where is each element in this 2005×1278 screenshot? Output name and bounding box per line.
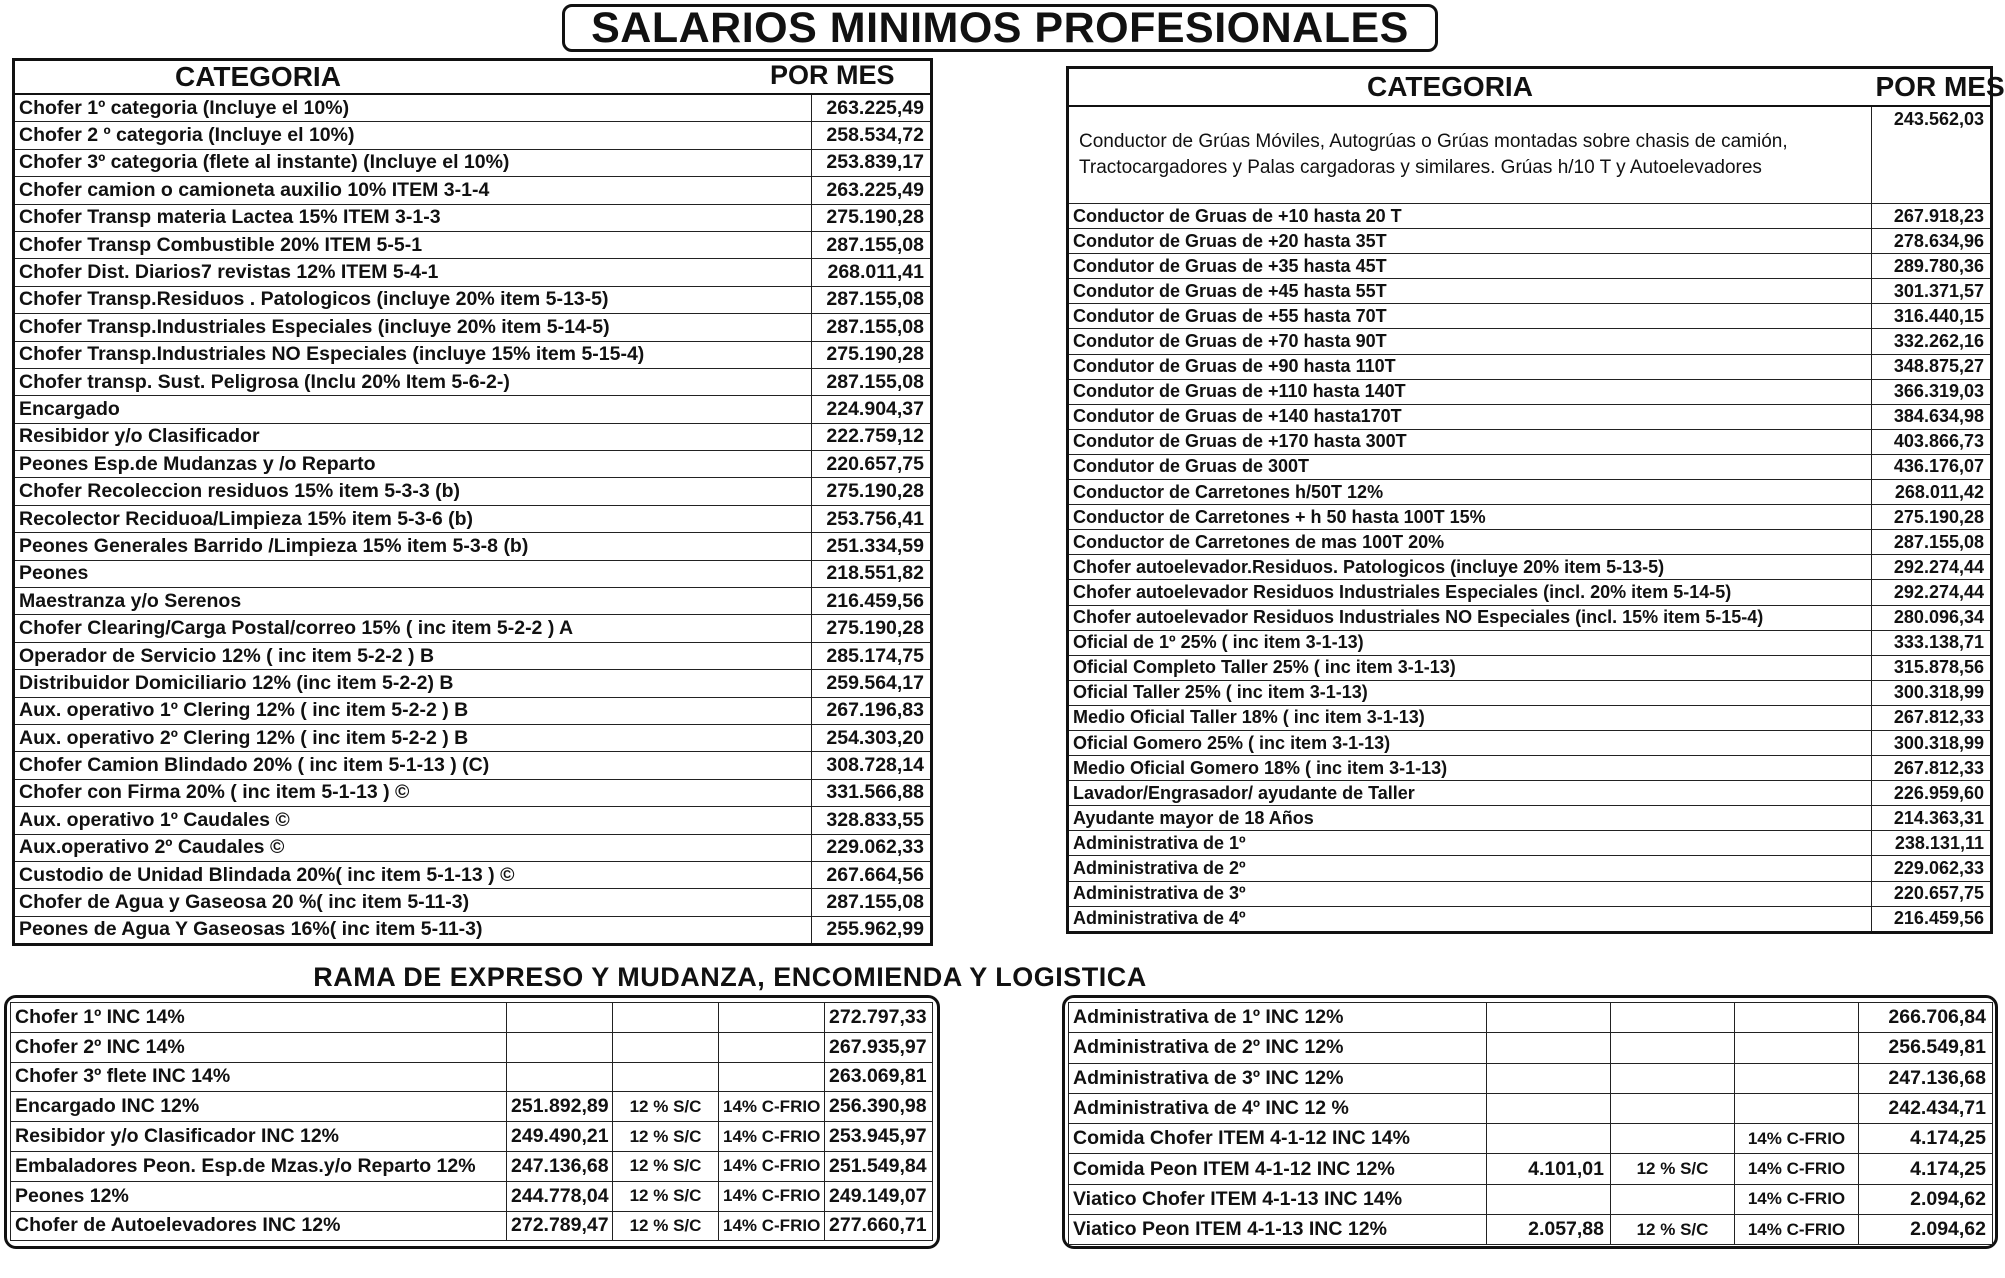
left-table-value-cell: 275.190,28: [812, 204, 932, 231]
bottom-left-sc-cell: 12 % S/C: [613, 1092, 719, 1122]
left-table-row: [14, 861, 932, 888]
left-table-row: [14, 231, 932, 258]
left-header-por-mes: POR MES: [770, 60, 895, 90]
left-table-value-cell: 287.155,08: [812, 286, 932, 313]
section-title: RAMA DE EXPRESO Y MUDANZA, ENCOMIENDA Y LOGISTICA: [313, 962, 1147, 992]
left-table-row: [14, 314, 932, 341]
left-table-row: [14, 341, 932, 368]
right-table-value-cell: 289.780,36: [1872, 254, 1992, 279]
bottom-right-sc-cell: [1611, 1063, 1735, 1093]
bottom-left-sc-cell: 12 % S/C: [613, 1181, 719, 1211]
left-table-value-cell: 220.657,75: [812, 451, 932, 478]
bottom-left-base-cell: 247.136,68: [507, 1151, 613, 1181]
left-table-value-cell: 267.664,56: [812, 861, 932, 888]
right-table-row: [1068, 505, 1992, 530]
left-table-row: [14, 478, 932, 505]
right-table-category-cell: Condutor de Gruas de +35 hasta 45T: [1068, 254, 1872, 279]
right-table-value-cell: 366.319,03: [1872, 379, 1992, 404]
right-table-category-cell: Chofer autoelevador.Residuos. Patologicos (incluye 20% item 5-13-5): [1068, 555, 1872, 580]
left-table-row: [14, 94, 932, 122]
bottom-right-base-cell: [1487, 1184, 1611, 1214]
right-header-category: CATEGORIA: [1068, 68, 1872, 107]
left-table-category-cell: Chofer de Agua y Gaseosa 20 %( inc item 5-11-3): [14, 889, 812, 916]
left-table-value-cell: 255.962,99: [812, 916, 932, 944]
right-desc-row: [1068, 106, 1992, 204]
bottom-right-value-cell: 2.094,62: [1859, 1215, 1993, 1245]
bottom-right-row: [1069, 1033, 1993, 1063]
bottom-left-row: [11, 1003, 933, 1033]
bottom-right-sc-cell: 12 % S/C: [1611, 1215, 1735, 1245]
bottom-left-value-cell: 277.660,71: [825, 1211, 933, 1241]
left-table-row: [14, 204, 932, 231]
bottom-right-category-cell: Administrativa de 3º INC 12%: [1069, 1063, 1487, 1093]
left-table-row: [14, 423, 932, 450]
right-table-row: [1068, 881, 1992, 906]
bottom-left-row: [11, 1092, 933, 1122]
left-table-row: [14, 259, 932, 286]
right-table-category-cell: Administrativa de 2º: [1068, 856, 1872, 881]
bottom-left-row: [11, 1122, 933, 1152]
left-table-category-cell: Chofer Transp.Industriales NO Especiales (incluye 15% item 5-15-4): [14, 341, 812, 368]
left-table-row: [14, 889, 932, 916]
left-table-row: [14, 642, 932, 669]
right-table-category-cell: Oficial Gomero 25% ( inc item 3-1-13): [1068, 730, 1872, 755]
right-table-category-cell: Administrativa de 4º: [1068, 906, 1872, 932]
right-table-row: [1068, 655, 1992, 680]
bottom-left-value-cell: 272.797,33: [825, 1003, 933, 1033]
right-table-category-cell: Condutor de Gruas de +140 hasta170T: [1068, 404, 1872, 429]
left-table-category-cell: Aux. operativo 2º Clering 12% ( inc item 5-2-2 ) B: [14, 724, 812, 751]
right-table-category-cell: Condutor de Gruas de +170 hasta 300T: [1068, 429, 1872, 454]
right-table-category-cell: Administrativa de 1º: [1068, 831, 1872, 856]
bottom-left-row: [11, 1032, 933, 1062]
bottom-left-value-cell: 263.069,81: [825, 1062, 933, 1092]
page-title: SALARIOS MINIMOS PROFESIONALES: [562, 4, 1438, 52]
right-table-value-cell: 316.440,15: [1872, 304, 1992, 329]
left-table-value-cell: 251.334,59: [812, 533, 932, 560]
left-table-category-cell: Maestranza y/o Serenos: [14, 588, 812, 615]
bottom-left-sc-cell: 12 % S/C: [613, 1211, 719, 1241]
bottom-right-cfrio-cell: [1735, 1063, 1859, 1093]
bottom-left-cfrio-cell: 14% C-FRIO: [719, 1181, 825, 1211]
right-table-category-cell: Conductor de Carretones de mas 100T 20%: [1068, 530, 1872, 555]
right-table-row: [1068, 304, 1992, 329]
right-table-row: [1068, 254, 1992, 279]
left-table-category-cell: Chofer Transp Combustible 20% ITEM 5-5-1: [14, 231, 812, 258]
left-table-row: [14, 779, 932, 806]
right-table-value-cell: 292.274,44: [1872, 580, 1992, 605]
right-table-category-cell: Condutor de Gruas de +70 hasta 90T: [1068, 329, 1872, 354]
bottom-right-base-cell: [1487, 1093, 1611, 1123]
right-table-row: [1068, 354, 1992, 379]
right-table-category-cell: Condutor de Gruas de +55 hasta 70T: [1068, 304, 1872, 329]
left-table-value-cell: 285.174,75: [812, 642, 932, 669]
right-table-category-cell: Ayudante mayor de 18 Años: [1068, 806, 1872, 831]
bottom-right-value-cell: 4.174,25: [1859, 1154, 1993, 1184]
left-table-value-cell: 275.190,28: [812, 478, 932, 505]
left-table-category-cell: Aux. operativo 1º Caudales ©: [14, 807, 812, 834]
bottom-left-base-cell: 272.789,47: [507, 1211, 613, 1241]
bottom-right-row: [1069, 1093, 1993, 1123]
bottom-left-sc-cell: 12 % S/C: [613, 1151, 719, 1181]
bottom-right-category-cell: Administrativa de 1º INC 12%: [1069, 1003, 1487, 1033]
right-table-value-cell: 287.155,08: [1872, 530, 1992, 555]
left-table-category-cell: Aux. operativo 1º Clering 12% ( inc item 5-2-2 ) B: [14, 697, 812, 724]
bottom-right-base-cell: [1487, 1033, 1611, 1063]
right-table-value-cell: 220.657,75: [1872, 881, 1992, 906]
right-table-category-cell: Conductor de Gruas de +10 hasta 20 T: [1068, 204, 1872, 229]
left-table-value-cell: 216.459,56: [812, 588, 932, 615]
bottom-left-category-cell: Encargado INC 12%: [11, 1092, 507, 1122]
right-table-value-cell: 275.190,28: [1872, 505, 1992, 530]
right-table-category-cell: Medio Oficial Gomero 18% ( inc item 3-1-13): [1068, 756, 1872, 781]
bottom-left-sc-cell: [613, 1032, 719, 1062]
right-table-row: [1068, 404, 1992, 429]
left-table-row: [14, 560, 932, 587]
left-table-row: [14, 286, 932, 313]
right-table-value-cell: 278.634,96: [1872, 229, 1992, 254]
bottom-left-base-cell: 244.778,04: [507, 1181, 613, 1211]
bottom-left-row: [11, 1062, 933, 1092]
right-table-value-cell: 268.011,42: [1872, 480, 1992, 505]
right-table-row: [1068, 279, 1992, 304]
bottom-right-row: [1069, 1003, 1993, 1033]
left-table-row: [14, 368, 932, 395]
bottom-left-table: [10, 1002, 933, 1241]
bottom-left-category-cell: Chofer de Autoelevadores INC 12%: [11, 1211, 507, 1241]
bottom-right-sc-cell: [1611, 1093, 1735, 1123]
bottom-left-value-cell: 251.549,84: [825, 1151, 933, 1181]
bottom-right-category-cell: Comida Chofer ITEM 4-1-12 INC 14%: [1069, 1124, 1487, 1154]
left-table-row: [14, 177, 932, 204]
bottom-left-value-cell: 249.149,07: [825, 1181, 933, 1211]
right-table-value-cell: 267.812,33: [1872, 705, 1992, 730]
bottom-left-sc-cell: 12 % S/C: [613, 1122, 719, 1152]
right-table-category-cell: Medio Oficial Taller 18% ( inc item 3-1-13): [1068, 705, 1872, 730]
right-table-category-cell: Administrativa de 3º: [1068, 881, 1872, 906]
left-table-row: [14, 615, 932, 642]
right-table-value-cell: 384.634,98: [1872, 404, 1992, 429]
left-table-value-cell: 287.155,08: [812, 314, 932, 341]
bottom-left-category-cell: Resibidor y/o Clasificador INC 12%: [11, 1122, 507, 1152]
right-table-row: [1068, 204, 1992, 229]
bottom-left-base-cell: [507, 1032, 613, 1062]
left-table-value-cell: 253.756,41: [812, 505, 932, 532]
right-table-row: [1068, 680, 1992, 705]
right-table-category-cell: Conductor de Carretones h/50T 12%: [1068, 480, 1872, 505]
left-table-category-cell: Custodio de Unidad Blindada 20%( inc item 5-1-13 ) ©: [14, 861, 812, 888]
right-table-category-cell: Condutor de Gruas de +110 hasta 140T: [1068, 379, 1872, 404]
bottom-right-row: [1069, 1184, 1993, 1214]
left-table-value-cell: 222.759,12: [812, 423, 932, 450]
left-table-row: [14, 752, 932, 779]
left-table-value-cell: 275.190,28: [812, 341, 932, 368]
bottom-right-base-cell: 4.101,01: [1487, 1154, 1611, 1184]
right-header-por-mes: POR MES: [1872, 68, 1992, 107]
right-table-category-cell: Conductor de Carretones + h 50 hasta 100T 15%: [1068, 505, 1872, 530]
bottom-right-category-cell: Administrativa de 2º INC 12%: [1069, 1033, 1487, 1063]
bottom-left-row: [11, 1211, 933, 1241]
bottom-right-value-cell: 266.706,84: [1859, 1003, 1993, 1033]
left-table-row: [14, 122, 932, 149]
bottom-right-category-cell: Viatico Peon ITEM 4-1-13 INC 12%: [1069, 1215, 1487, 1245]
left-table-category-cell: Aux.operativo 2º Caudales ©: [14, 834, 812, 861]
left-table-category-cell: Chofer Transp.Residuos . Patologicos (incluye 20% item 5-13-5): [14, 286, 812, 313]
bottom-right-row: [1069, 1063, 1993, 1093]
bottom-left-cfrio-cell: [719, 1062, 825, 1092]
right-table-row: [1068, 630, 1992, 655]
left-table-category-cell: Chofer Clearing/Carga Postal/correo 15% ( inc item 5-2-2 ) A: [14, 615, 812, 642]
bottom-left-category-cell: Chofer 2º INC 14%: [11, 1032, 507, 1062]
left-table-category-cell: Peones Generales Barrido /Limpieza 15% item 5-3-8 (b): [14, 533, 812, 560]
right-table-row: [1068, 730, 1992, 755]
left-table-row: [14, 451, 932, 478]
bottom-right-cfrio-cell: 14% C-FRIO: [1735, 1215, 1859, 1245]
right-table-value-cell: 348.875,27: [1872, 354, 1992, 379]
right-table-value-cell: 238.131,11: [1872, 831, 1992, 856]
left-table-row: [14, 533, 932, 560]
bottom-right-base-cell: [1487, 1003, 1611, 1033]
bottom-left-category-cell: Peones 12%: [11, 1181, 507, 1211]
left-table-value-cell: 254.303,20: [812, 724, 932, 751]
right-table-category-cell: Condutor de Gruas de +45 hasta 55T: [1068, 279, 1872, 304]
bottom-left-value-cell: 253.945,97: [825, 1122, 933, 1152]
right-table-value-cell: 315.878,56: [1872, 655, 1992, 680]
right-table-row: [1068, 781, 1992, 806]
bottom-left-row: [11, 1181, 933, 1211]
right-table-value-cell: 300.318,99: [1872, 680, 1992, 705]
left-table-value-cell: 267.196,83: [812, 697, 932, 724]
bottom-left-category-cell: Chofer 1º INC 14%: [11, 1003, 507, 1033]
right-table-value-cell: 301.371,57: [1872, 279, 1992, 304]
bottom-right-base-cell: 2.057,88: [1487, 1215, 1611, 1245]
right-table-category-cell: Oficial de 1º 25% ( inc item 3-1-13): [1068, 630, 1872, 655]
bottom-left-cfrio-cell: [719, 1003, 825, 1033]
left-table-value-cell: 287.155,08: [812, 368, 932, 395]
right-table-value-cell: 292.274,44: [1872, 555, 1992, 580]
bottom-right-cfrio-cell: 14% C-FRIO: [1735, 1124, 1859, 1154]
bottom-right-table: [1068, 1002, 1993, 1245]
bottom-left-cfrio-cell: 14% C-FRIO: [719, 1211, 825, 1241]
bottom-right-base-cell: [1487, 1063, 1611, 1093]
right-table-row: [1068, 530, 1992, 555]
left-table-category-cell: Chofer 1º categoria (Incluye el 10%): [14, 94, 812, 122]
left-table-category-cell: Chofer 3º categoria (flete al instante) (Incluye el 10%): [14, 149, 812, 176]
right-table-value-cell: 280.096,34: [1872, 605, 1992, 630]
bottom-right-category-cell: Administrativa de 4º INC 12 %: [1069, 1093, 1487, 1123]
bottom-right-sc-cell: [1611, 1033, 1735, 1063]
right-desc-text: Conductor de Grúas Móviles, Autogrúas o Grúas montadas sobre chasis de camión, Tractocargadores y Palas cargadoras y similares. Grúas h/10 T y Autoelevadores: [1068, 106, 1872, 204]
bottom-right-value-cell: 247.136,68: [1859, 1063, 1993, 1093]
bottom-right-value-cell: 242.434,71: [1859, 1093, 1993, 1123]
right-table-category-cell: Condutor de Gruas de +90 hasta 110T: [1068, 354, 1872, 379]
left-table-row: [14, 588, 932, 615]
left-table-row: [14, 916, 932, 944]
left-table-category-cell: Chofer 2 º categoria (Incluye el 10%): [14, 122, 812, 149]
left-table-row: [14, 149, 932, 176]
bottom-right-cfrio-cell: [1735, 1003, 1859, 1033]
right-table-category-cell: Lavador/Engrasador/ ayudante de Taller: [1068, 781, 1872, 806]
left-table-row: [14, 505, 932, 532]
right-table-category-cell: Condutor de Gruas de 300T: [1068, 454, 1872, 479]
left-table-category-cell: Recolector Reciduoa/Limpieza 15% item 5-3-6 (b): [14, 505, 812, 532]
bottom-left-base-cell: [507, 1062, 613, 1092]
right-table-category-cell: Chofer autoelevador Residuos Industriales Especiales (incl. 20% item 5-14-5): [1068, 580, 1872, 605]
left-table-value-cell: 331.566,88: [812, 779, 932, 806]
bottom-right-cfrio-cell: 14% C-FRIO: [1735, 1184, 1859, 1214]
right-table-row: [1068, 555, 1992, 580]
right-salary-table: [1066, 66, 2005, 934]
bottom-right-category-cell: Comida Peon ITEM 4-1-12 INC 12%: [1069, 1154, 1487, 1184]
right-table-value-cell: 333.138,71: [1872, 630, 1992, 655]
left-table-category-cell: Encargado: [14, 396, 812, 423]
left-table-value-cell: 229.062,33: [812, 834, 932, 861]
bottom-right-cfrio-cell: [1735, 1093, 1859, 1123]
right-table-category-cell: Condutor de Gruas de +20 hasta 35T: [1068, 229, 1872, 254]
left-table-value-cell: 275.190,28: [812, 615, 932, 642]
left-table-category-cell: Distribuidor Domiciliario 12% (inc item 5-2-2) B: [14, 670, 812, 697]
left-table-row: [14, 724, 932, 751]
right-table-row: [1068, 831, 1992, 856]
bottom-right-base-cell: [1487, 1124, 1611, 1154]
bottom-right-cfrio-cell: 14% C-FRIO: [1735, 1154, 1859, 1184]
left-table-value-cell: 263.225,49: [812, 94, 932, 122]
right-table-header: [1068, 68, 1992, 107]
right-table-row: [1068, 379, 1992, 404]
bottom-right-value-cell: 256.549,81: [1859, 1033, 1993, 1063]
left-table-value-cell: 253.839,17: [812, 149, 932, 176]
left-table-category-cell: Peones Esp.de Mudanzas y /o Reparto: [14, 451, 812, 478]
left-table-category-cell: Chofer transp. Sust. Peligrosa (Inclu 20% Item 5-6-2-): [14, 368, 812, 395]
left-table-value-cell: 287.155,08: [812, 231, 932, 258]
left-table-value-cell: 258.534,72: [812, 122, 932, 149]
left-table-value-cell: 268.011,41: [812, 259, 932, 286]
right-table-value-cell: 214.363,31: [1872, 806, 1992, 831]
left-table-category-cell: Chofer Dist. Diarios7 revistas 12% ITEM 5-4-1: [14, 259, 812, 286]
right-table-row: [1068, 756, 1992, 781]
right-table-row: [1068, 454, 1992, 479]
bottom-right-sc-cell: 12 % S/C: [1611, 1154, 1735, 1184]
bottom-right-sc-cell: [1611, 1184, 1735, 1214]
right-table-value-cell: 267.812,33: [1872, 756, 1992, 781]
bottom-left-category-cell: Chofer 3º flete INC 14%: [11, 1062, 507, 1092]
left-table-value-cell: 263.225,49: [812, 177, 932, 204]
right-table-value-cell: 267.918,23: [1872, 204, 1992, 229]
header-category: CATEGORIA: [14, 60, 812, 95]
right-table-row: [1068, 705, 1992, 730]
left-table-row: [14, 834, 932, 861]
left-table-category-cell: Chofer Transp materia Lactea 15% ITEM 3-1-3: [14, 204, 812, 231]
right-table-value-cell: 229.062,33: [1872, 856, 1992, 881]
left-table-value-cell: 224.904,37: [812, 396, 932, 423]
right-desc-value: 243.562,03: [1872, 106, 1992, 204]
left-table-category-cell: Chofer con Firma 20% ( inc item 5-1-13 ) ©: [14, 779, 812, 806]
bottom-right-sc-cell: [1611, 1003, 1735, 1033]
right-table-row: [1068, 605, 1992, 630]
left-table-value-cell: 328.833,55: [812, 807, 932, 834]
right-table-row: [1068, 580, 1992, 605]
bottom-right-sc-cell: [1611, 1124, 1735, 1154]
bottom-left-sc-cell: [613, 1003, 719, 1033]
bottom-left-category-cell: Embaladores Peon. Esp.de Mzas.y/o Reparto 12%: [11, 1151, 507, 1181]
bottom-right-row: [1069, 1124, 1993, 1154]
left-table-row: [14, 670, 932, 697]
left-table-value-cell: 287.155,08: [812, 889, 932, 916]
right-table-category-cell: Chofer autoelevador Residuos Industriales NO Especiales (incl. 15% item 5-15-4): [1068, 605, 1872, 630]
right-table-value-cell: 216.459,56: [1872, 906, 1992, 932]
bottom-left-cfrio-cell: 14% C-FRIO: [719, 1151, 825, 1181]
right-table-row: [1068, 806, 1992, 831]
left-salary-table: [12, 58, 933, 946]
right-table-row: [1068, 906, 1992, 932]
left-table-category-cell: Peones: [14, 560, 812, 587]
left-table-category-cell: Chofer Camion Blindado 20% ( inc item 5-1-13 ) (C): [14, 752, 812, 779]
right-table-value-cell: 300.318,99: [1872, 730, 1992, 755]
bottom-left-cfrio-cell: 14% C-FRIO: [719, 1092, 825, 1122]
bottom-left-row: [11, 1151, 933, 1181]
right-table-value-cell: 332.262,16: [1872, 329, 1992, 354]
bottom-left-base-cell: 251.892,89: [507, 1092, 613, 1122]
bottom-left-cfrio-cell: 14% C-FRIO: [719, 1122, 825, 1152]
bottom-right-value-cell: 4.174,25: [1859, 1124, 1993, 1154]
left-table-category-cell: Resibidor y/o Clasificador: [14, 423, 812, 450]
left-table-category-cell: Chofer Transp.Industriales Especiales (incluye 20% item 5-14-5): [14, 314, 812, 341]
left-table-value-cell: 308.728,14: [812, 752, 932, 779]
left-table-row: [14, 396, 932, 423]
left-table-category-cell: Chofer Recoleccion residuos 15% item 5-3-3 (b): [14, 478, 812, 505]
right-table-row: [1068, 480, 1992, 505]
right-table-row: [1068, 229, 1992, 254]
bottom-left-sc-cell: [613, 1062, 719, 1092]
bottom-left-value-cell: 267.935,97: [825, 1032, 933, 1062]
left-table-category-cell: Chofer camion o camioneta auxilio 10% ITEM 3-1-4: [14, 177, 812, 204]
left-table-category-cell: Operador de Servicio 12% ( inc item 5-2-2 ) B: [14, 642, 812, 669]
right-table-row: [1068, 329, 1992, 354]
left-table-value-cell: 259.564,17: [812, 670, 932, 697]
right-table-category-cell: Oficial Taller 25% ( inc item 3-1-13): [1068, 680, 1872, 705]
right-table-value-cell: 436.176,07: [1872, 454, 1992, 479]
right-table-value-cell: 403.866,73: [1872, 429, 1992, 454]
right-table-row: [1068, 856, 1992, 881]
right-table-value-cell: 226.959,60: [1872, 781, 1992, 806]
bottom-right-row: [1069, 1154, 1993, 1184]
right-table-category-cell: Oficial Completo Taller 25% ( inc item 3-1-13): [1068, 655, 1872, 680]
left-table-row: [14, 697, 932, 724]
bottom-left-value-cell: 256.390,98: [825, 1092, 933, 1122]
bottom-right-category-cell: Viatico Chofer ITEM 4-1-13 INC 14%: [1069, 1184, 1487, 1214]
bottom-right-value-cell: 2.094,62: [1859, 1184, 1993, 1214]
left-table-row: [14, 807, 932, 834]
bottom-left-base-cell: 249.490,21: [507, 1122, 613, 1152]
bottom-right-row: [1069, 1215, 1993, 1245]
bottom-right-cfrio-cell: [1735, 1033, 1859, 1063]
bottom-left-cfrio-cell: [719, 1032, 825, 1062]
right-table-row: [1068, 429, 1992, 454]
left-table-value-cell: 218.551,82: [812, 560, 932, 587]
left-table-category-cell: Peones de Agua Y Gaseosas 16%( inc item 5-11-3): [14, 916, 812, 944]
bottom-left-base-cell: [507, 1003, 613, 1033]
